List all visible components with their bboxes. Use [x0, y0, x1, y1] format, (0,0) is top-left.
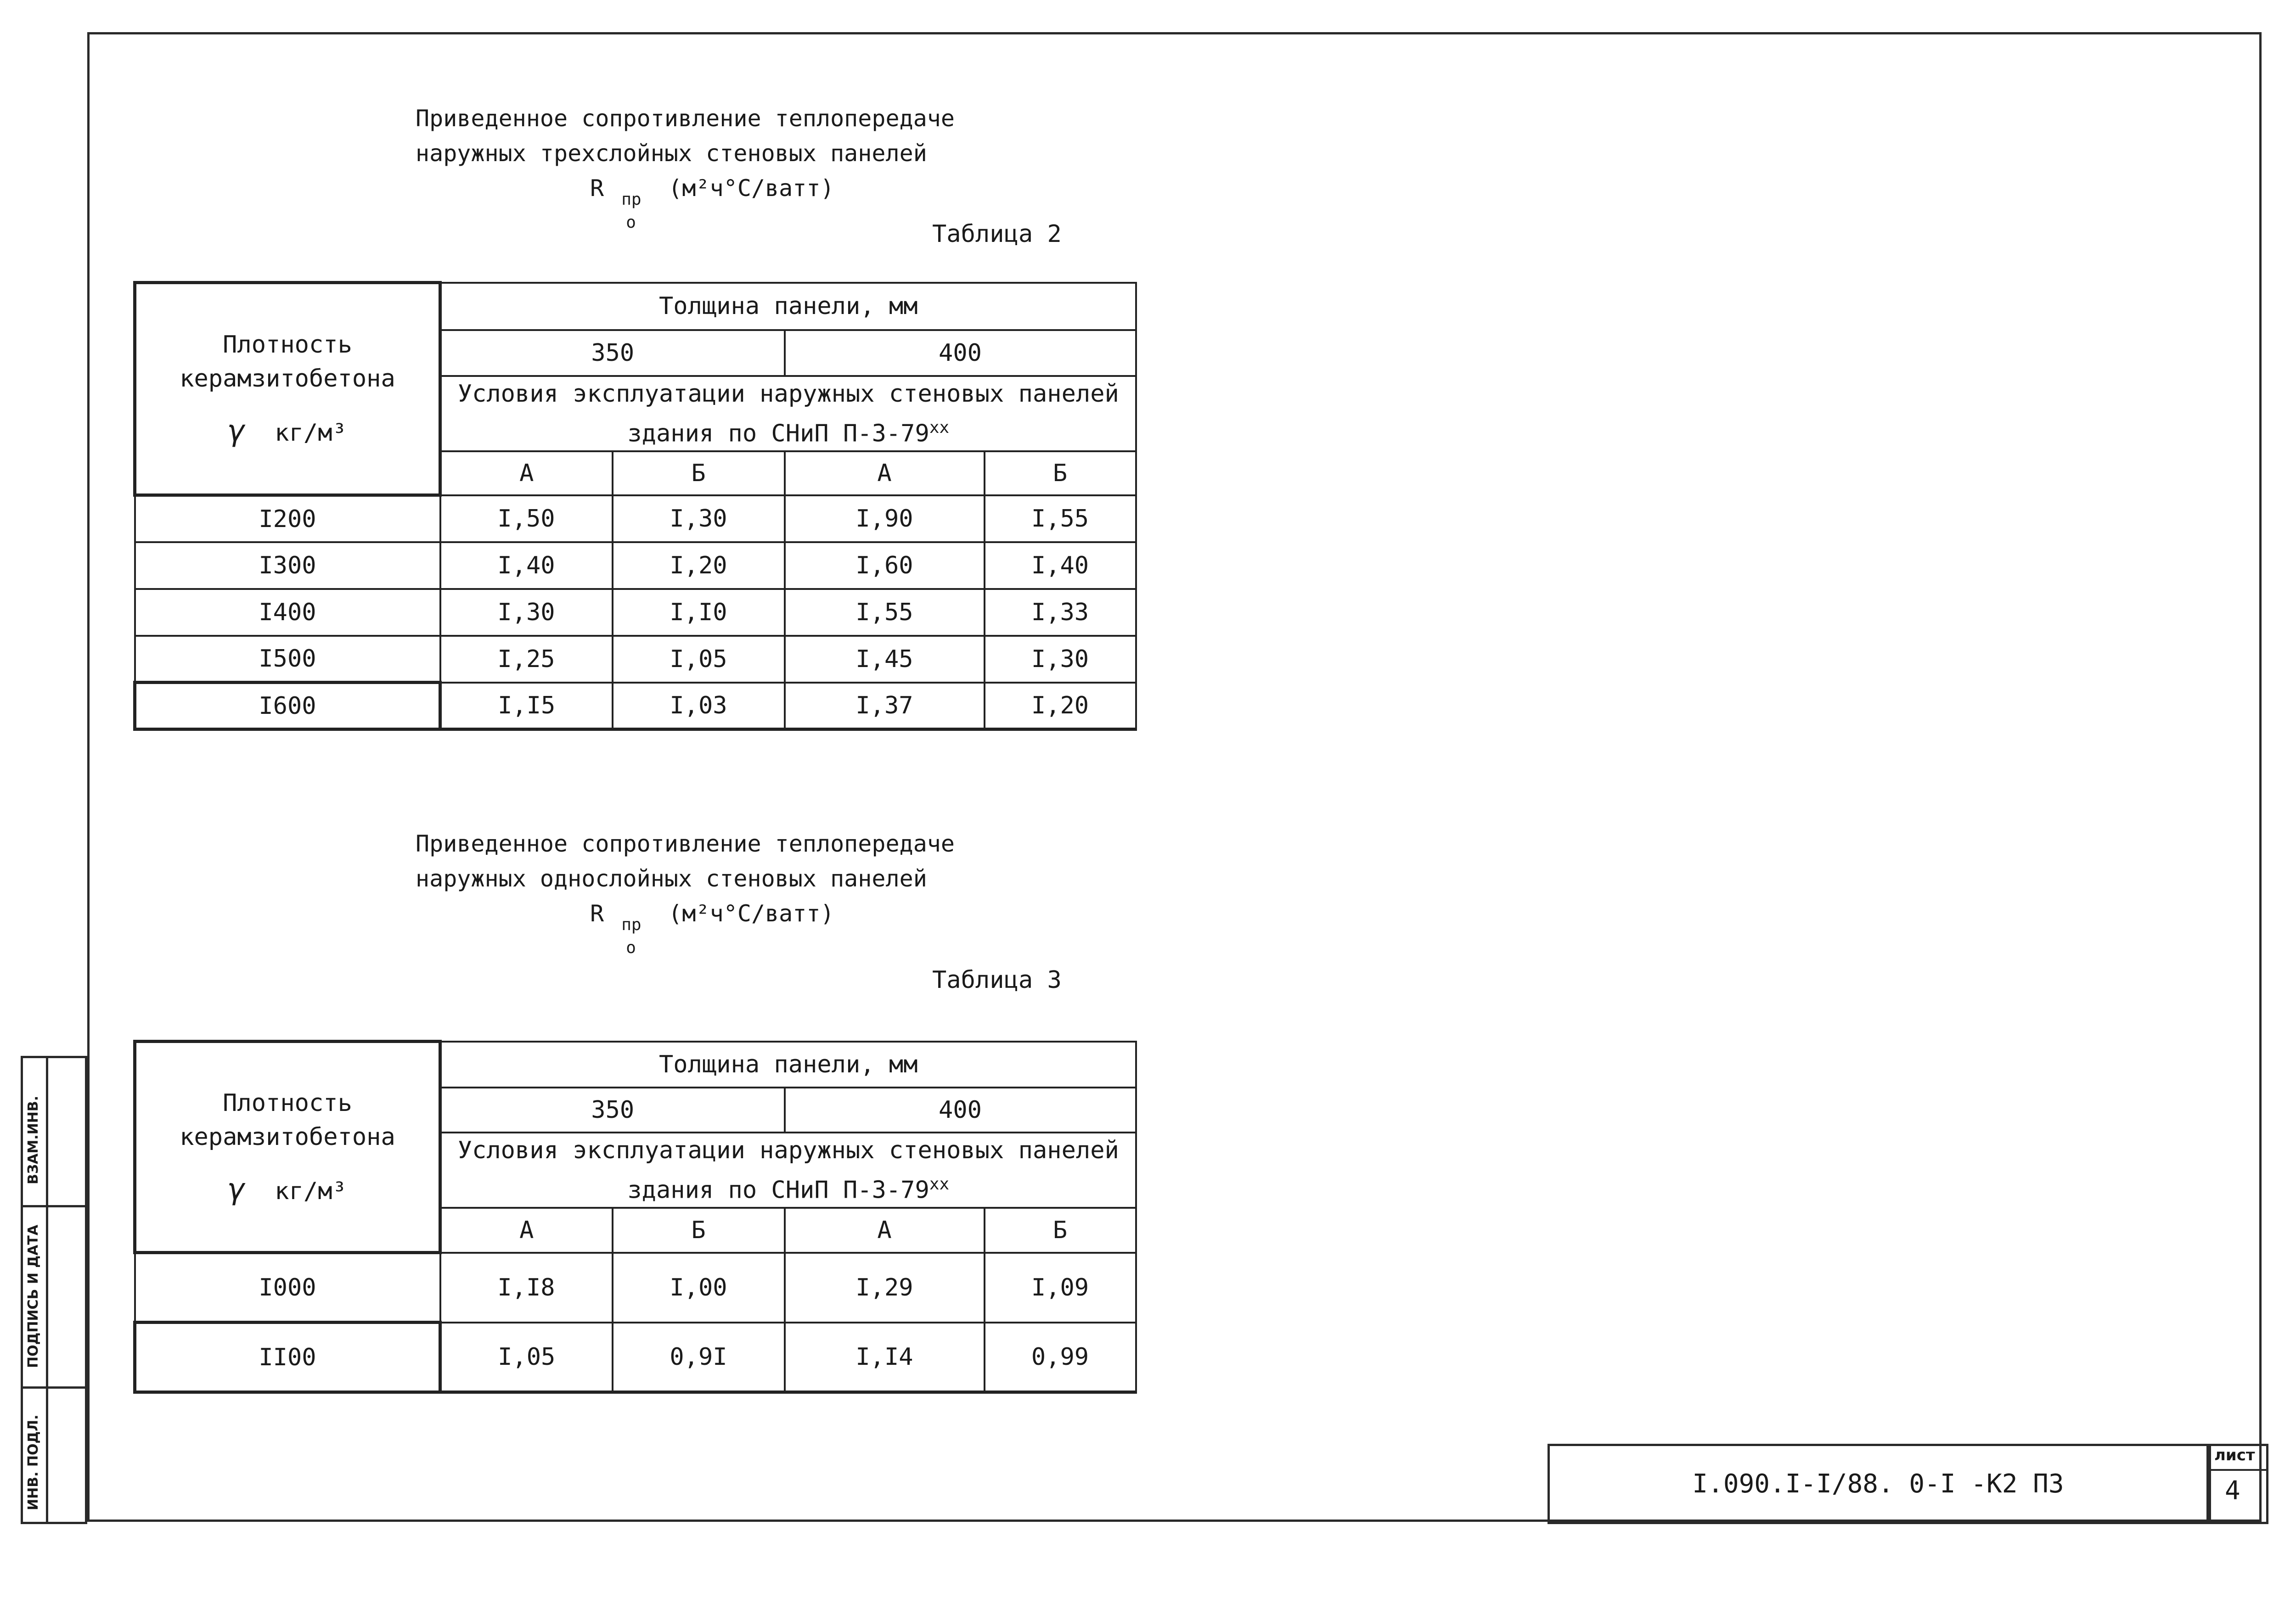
table-row [135, 636, 1136, 683]
table2-label: Таблица 2 [932, 220, 1062, 248]
gamma-symbol: γ [228, 1172, 246, 1206]
table-cell: I,20 [985, 683, 1136, 729]
table-cell: I,03 [613, 683, 785, 729]
unit-superscript: пр [621, 915, 642, 934]
side-strip-row-divider [21, 1386, 87, 1389]
side-strip-divider [46, 1056, 48, 1524]
unit-text: (м²ч°С/ватт) [668, 900, 834, 927]
section1-title-line2: наружных трехслойных стеновых панелей [416, 140, 927, 167]
table-cell: 0,99 [985, 1323, 1136, 1392]
table-row [135, 1323, 1136, 1392]
table-cell: I,I4 [785, 1323, 985, 1392]
table-cell: I,55 [785, 589, 985, 636]
unit-subscript: о [626, 213, 636, 232]
col-a-400: А [785, 1208, 985, 1253]
col-a-350: А [440, 1208, 613, 1253]
table-cell: I,55 [985, 495, 1136, 542]
document-code-stamp [1548, 1444, 2209, 1524]
table-cell: I,05 [613, 636, 785, 683]
table-cell: I,I0 [613, 589, 785, 636]
table-cell: I,30 [440, 589, 613, 636]
density-value: I400 [135, 589, 440, 636]
table-cell: I,33 [985, 589, 1136, 636]
table-cell: I,37 [785, 683, 985, 729]
table-cell: I,30 [985, 636, 1136, 683]
strip-label-inv-orig: ИНВ. ПОДЛ. [25, 1414, 41, 1510]
table-cell: I,30 [613, 495, 785, 542]
table-cell: I,00 [613, 1253, 785, 1323]
gamma-symbol: γ [228, 414, 246, 449]
density-unit: кг/м³ [275, 419, 347, 447]
table-cell: I,20 [613, 542, 785, 589]
table-cell: I,I5 [440, 683, 613, 729]
table3-label: Таблица 3 [932, 966, 1062, 994]
unit-superscript: пр [621, 190, 642, 209]
thickness-350: 350 [440, 1088, 785, 1133]
table2 [133, 281, 1137, 731]
side-strip-row-divider [21, 1205, 87, 1207]
density-value: I500 [135, 636, 440, 683]
sheet-label: лист [2214, 1446, 2255, 1464]
table-row [135, 1253, 1136, 1323]
density-header: Плотность керамзитобетона γ кг/м³ [135, 1042, 440, 1253]
table-cell: I,40 [985, 542, 1136, 589]
density-value: II00 [135, 1323, 440, 1392]
document-code: I.090.I-I/88. 0-I -К2 ПЗ [1692, 1469, 2064, 1499]
table-cell: I,90 [785, 495, 985, 542]
density-value: I200 [135, 495, 440, 542]
section2-title-line1: Приведенное сопротивление теплопередаче [416, 830, 955, 857]
col-a-350: А [440, 451, 613, 495]
strip-label-sign-date: ПОДПИСЬ И ДАТА [25, 1224, 41, 1368]
col-b-400: Б [985, 451, 1136, 495]
col-b-400: Б [985, 1208, 1136, 1253]
conditions-header: Условия эксплуатации наружных стеновых панелей здания по СНиП $П-3-79^{хх}$ [440, 376, 1136, 451]
unit-text: (м²ч°С/ватт) [668, 175, 834, 202]
strip-label-inv-sub: ВЗАМ.ИНВ. [25, 1095, 41, 1184]
density-value: I300 [135, 542, 440, 589]
thickness-400: 400 [785, 1088, 1136, 1133]
col-b-350: Б [613, 1208, 785, 1253]
col-a-400: А [785, 451, 985, 495]
table-row [135, 542, 1136, 589]
thickness-350: 350 [440, 330, 785, 376]
table-cell: I,09 [985, 1253, 1136, 1323]
unit-symbol: R [590, 900, 604, 927]
table-cell: 0,9I [613, 1323, 785, 1392]
section2-unit [590, 896, 834, 957]
table-cell: I,40 [440, 542, 613, 589]
density-unit: кг/м³ [275, 1177, 347, 1205]
thickness-header: Толщина панели, мм [440, 1042, 1136, 1088]
table-cell: I,29 [785, 1253, 985, 1323]
table-row [135, 683, 1136, 729]
table-cell: I,I8 [440, 1253, 613, 1323]
density-value: I600 [135, 683, 440, 729]
density-header: Плотность керамзитобетона γ кг/м³ [135, 283, 440, 495]
table-cell: I,05 [440, 1323, 613, 1392]
col-b-350: Б [613, 451, 785, 495]
sheet-number: 4 [2225, 1476, 2240, 1506]
table-row [135, 589, 1136, 636]
thickness-header: Толщина панели, мм [440, 283, 1136, 330]
table-cell: I,60 [785, 542, 985, 589]
section1-title-line1: Приведенное сопротивление теплопередаче [416, 105, 955, 132]
unit-symbol: R [590, 175, 604, 202]
table-cell: I,45 [785, 636, 985, 683]
table-row [135, 495, 1136, 542]
table-cell: I,50 [440, 495, 613, 542]
sheet-divider [2209, 1469, 2268, 1471]
section2-title-line2: наружных однослойных стеновых панелей [416, 865, 927, 892]
conditions-header: Условия эксплуатации наружных стеновых панелей здания по СНиП $П-3-79^{хх}$ [440, 1133, 1136, 1208]
table3 [133, 1040, 1137, 1394]
density-value: I000 [135, 1253, 440, 1323]
thickness-400: 400 [785, 330, 1136, 376]
table-cell: I,25 [440, 636, 613, 683]
section1-unit [590, 171, 834, 232]
unit-subscript: о [626, 938, 636, 957]
